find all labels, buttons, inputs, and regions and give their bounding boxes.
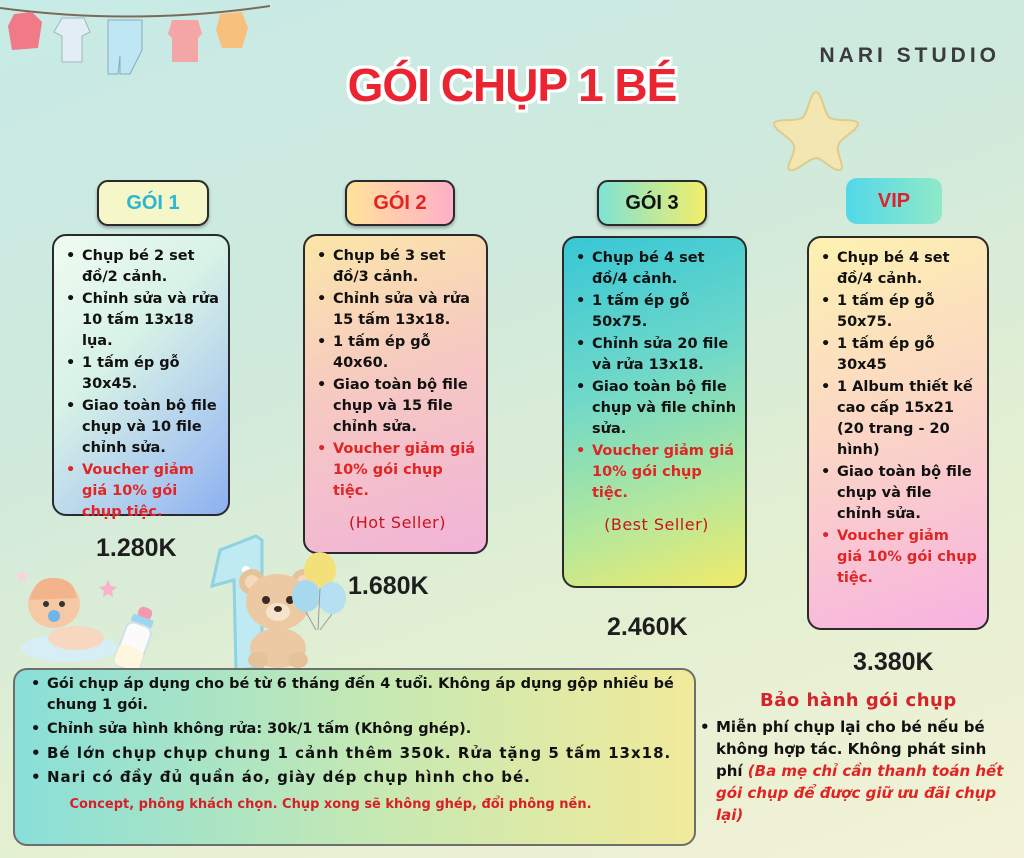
package-vip-card <box>807 236 989 630</box>
package-1-price: 1.280K <box>96 534 177 562</box>
package-item: • Chụp bé 4 set đồ/4 cảnh. <box>576 248 737 290</box>
package-item: • Chỉnh sửa 20 file và rửa 13x18. <box>576 334 737 376</box>
package-item: • 1 tấm ép gỗ 30x45. <box>66 353 220 395</box>
warranty-text <box>700 716 1010 826</box>
package-voucher: • Voucher giảm giá 10% gói chụp tiệc. <box>576 441 737 504</box>
package-1-card <box>52 234 230 520</box>
package-item: • Giao toàn bộ file chụp và 10 file chỉnh sửa. <box>66 396 220 459</box>
warranty-title: Bảo hành gói chụp <box>760 690 957 711</box>
package-item: • 1 tấm ép gỗ 50x75. <box>576 291 737 333</box>
package-vip-tag: VIP <box>846 178 942 224</box>
package-item: • Chụp bé 4 set đồ/4 cảnh. <box>821 248 979 290</box>
studio-brand: NARI STUDIO <box>819 44 1000 67</box>
package-item: • Chỉnh sửa và rửa 10 tấm 13x18 lụa. <box>66 289 220 352</box>
terms-box <box>13 668 696 846</box>
package-item: • Giao toàn bộ file chụp và file chỉnh sửa. <box>576 377 737 440</box>
package-3-card <box>562 236 747 588</box>
package-item: • Chụp bé 2 set đồ/2 cảnh. <box>66 246 220 288</box>
package-2-card <box>303 234 488 554</box>
package-item: • 1 Album thiết kế cao cấp 15x21 (20 trang - 20 hình) <box>821 377 979 461</box>
warranty-main-text: Miễn phí chụp lại cho bé nếu bé không hợp tác. Không phát sinh phí <box>716 718 987 780</box>
package-voucher: • Voucher giảm giá 10% gói chụp tiệc. <box>821 526 979 589</box>
package-3-tag: GÓI 3 <box>597 180 707 226</box>
star-icon <box>770 88 862 174</box>
terms-item: • Nari có đầy đủ quần áo, giày dép chụp hình cho bé. <box>31 767 680 788</box>
warranty-italic-note: (Ba mẹ chỉ cần thanh toán hết gói chụp để được giữ ưu đãi chụp lại) <box>716 762 1004 824</box>
package-3-price: 2.460K <box>607 613 688 641</box>
package-2-price: 1.680K <box>348 572 429 600</box>
hot-seller-note: (Hot Seller) <box>349 513 446 532</box>
package-item: • Chụp bé 3 set đồ/3 cảnh. <box>317 246 478 288</box>
terms-item: • Bé lớn chụp chụp chung 1 cảnh thêm 350k. Rửa tặng 5 tấm 13x18. <box>31 743 680 764</box>
package-voucher: • Voucher giảm giá 10% gói chụp tiệc. <box>66 460 220 523</box>
package-item: • 1 tấm ép gỗ 40x60. <box>317 332 478 374</box>
baby-bottle-icon <box>108 604 164 678</box>
best-seller-note: (Best Seller) <box>604 515 709 534</box>
terms-item: • Gói chụp áp dụng cho bé từ 6 tháng đến 4 tuổi. Không áp dụng gộp nhiều bé chung 1 gói. <box>31 674 680 716</box>
package-voucher: • Voucher giảm giá 10% gói chụp tiệc. <box>317 439 478 502</box>
terms-item: • Chỉnh sửa hình không rửa: 30k/1 tấm (Không ghép). <box>31 719 680 740</box>
package-1-tag: GÓI 1 <box>97 180 209 226</box>
package-item: • 1 tấm ép gỗ 50x75. <box>821 291 979 333</box>
page-title: GÓI CHỤP 1 BÉ <box>347 59 677 111</box>
concept-note: Concept, phông khách chọn. Chụp xong sẽ không ghép, đổi phông nền. <box>69 797 592 812</box>
package-2-tag: GÓI 2 <box>345 180 455 226</box>
package-item: • 1 tấm ép gỗ 30x45 <box>821 334 979 376</box>
package-item: • Chỉnh sửa và rửa 15 tấm 13x18. <box>317 289 478 331</box>
package-item: • Giao toàn bộ file chụp và file chỉnh sửa. <box>821 462 979 525</box>
package-item: • Giao toàn bộ file chụp và 15 file chỉnh sửa. <box>317 375 478 438</box>
balloons-illustration <box>290 552 350 632</box>
package-vip-price: 3.380K <box>853 648 934 676</box>
